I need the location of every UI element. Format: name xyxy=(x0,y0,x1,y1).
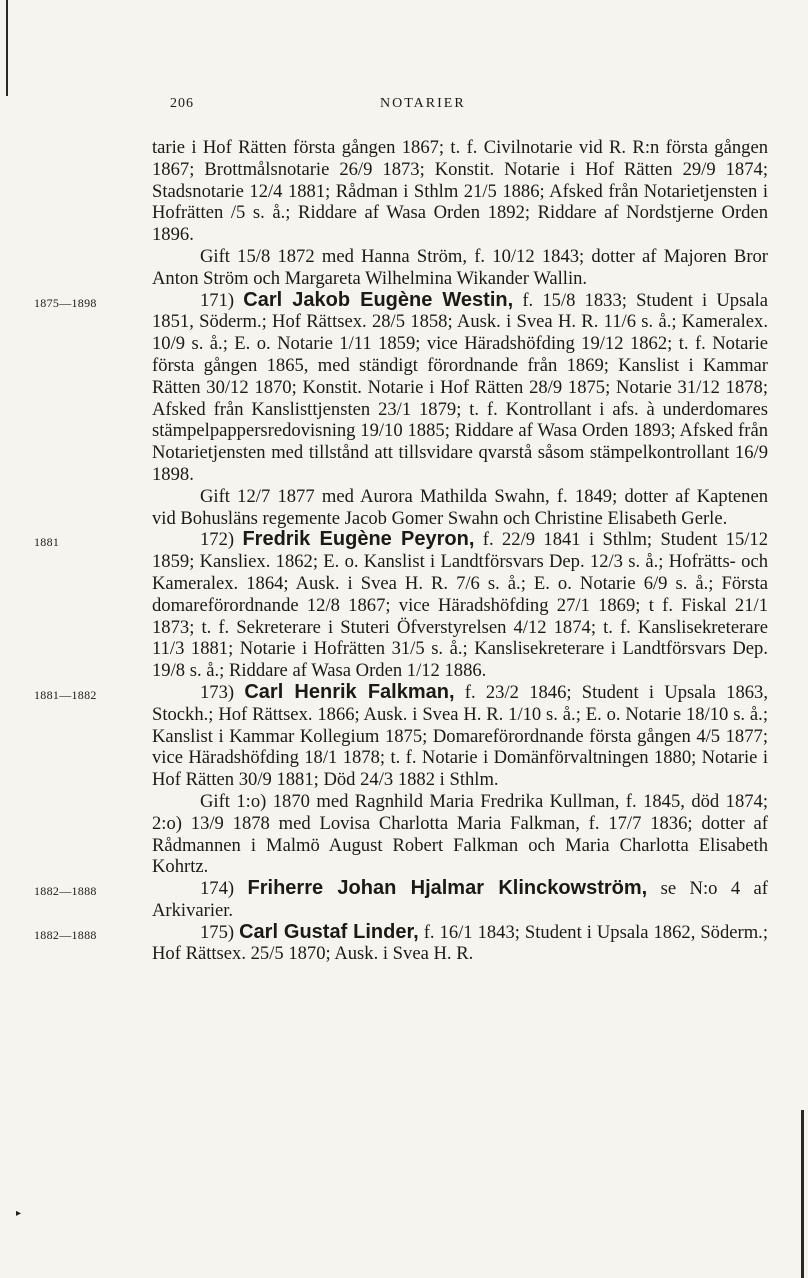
entry-name: Friherre Johan Hjalmar Klinckowström, xyxy=(247,877,648,900)
page-title: NOTARIER xyxy=(380,96,466,111)
entry-dates: 1881—1882 xyxy=(34,687,97,702)
entry-text: f. 23/2 1846; Student i Upsala 1863, Stockh.; Hof Rättsex. 1866; Ausk. i Svea H. R. 1/10 s. å.; E. o. Notarie 18/10 s. å.; Kanslist i Kammar Kollegium 1875; Domareförordnande första gången 4/5 1877; vice Häradshöfding 18/1 1878; t. f. Notarie i Domänförvaltningen 1880; Notarie i Hof Rätten 30/9 1881; Död 24/3 1882 i Sthlm. xyxy=(152,681,769,791)
entry-text: se N:o 4 af Arkivarier. xyxy=(152,878,769,921)
entry-number: 175) xyxy=(200,921,235,943)
entry-name: Carl Jakob Eugène Westin, xyxy=(243,288,514,311)
entry-gift: Gift 1:o) 1870 med Ragnhild Maria Fredrika Kullman, f. 1845, död 1874; 2:o) 13/9 1878 med Lovisa Charlotta Maria Falkman, f. 17/7 1836; dotter af Rådmannen i Malmö August Robert Falkman och Maria Charlotta Elisabeth Kohrtz. xyxy=(152,790,768,878)
entry-name: Carl Gustaf Linder, xyxy=(239,920,419,943)
page-body xyxy=(34,137,769,965)
entry-number: 173) xyxy=(200,681,235,703)
entry-name: Fredrik Eugène Peyron, xyxy=(242,528,475,551)
entry-number: 174) xyxy=(200,878,235,900)
intro-paragraph: tarie i Hof Rätten första gången 1867; t. f. Civilnotarie vid R. R:n första gången 1867; Brottmålsnotarie 26/9 1873; Konstit. Notarie i Hof Rätten 29/9 1874; Stadsnotarie 12/4 1881; Rådman i Sthlm 21/5 1886; Afsked från Notarietjensten i Hofrätten /5 s. å.; Riddare af Wasa Orden 1892; Riddare af Nordstjerne Orden 1896. xyxy=(152,137,768,246)
entry-174 xyxy=(34,877,769,922)
running-head xyxy=(0,96,808,118)
entry-name: Carl Henrik Falkman, xyxy=(244,680,455,703)
entry-dates: 1875—1898 xyxy=(34,295,97,310)
page-marker: ▸ xyxy=(16,1208,22,1219)
entry-173 xyxy=(34,680,769,878)
entry-dates: 1881 xyxy=(34,535,60,550)
entry-gift: Gift 12/7 1877 med Aurora Mathilda Swahn, f. 1849; dotter af Kaptenen vid Bohusläns regemente Jacob Gomer Swahn och Christine Elisabeth Gerle. xyxy=(152,485,768,529)
entry-number: 171) xyxy=(200,289,235,311)
entry-text: f. 16/1 1843; Student i Upsala 1862, Söderm.; Hof Rättsex. 25/5 1870; Ausk. i Svea H. R. xyxy=(152,921,768,965)
scan-edge-left xyxy=(6,0,8,96)
entry-text: f. 15/8 1833; Student i Upsala 1851, Söderm.; Hof Rättsex. 28/5 1858; Ausk. i Svea H. R. 11/6 s. å.; Kameralex. 10/9 s. å.; E. o. Notarie 1/11 1859; vice Häradshöfding 19/12 1862; t. f. Notarie första gången 1865, med ständigt förordnande från 1869; Kanslist i Kammar Rätten 30/12 1870; Konstit. Notarie i Hof Rätten 28/9 1875; Notarie 31/12 1878; Afsked från Kanslisttjensten 23/1 1879; t. f. Kontrollant i afs. à underdomares stämpelpappersredovisning 19/10 1885; Riddare af Wasa Orden 1893; Afsked från Notarietjensten med tillstånd att tillsvidare qvarstå såsom stämpelkontrollant 16/9 1898. xyxy=(152,289,769,485)
entry-dates: 1882—1888 xyxy=(34,884,97,899)
entry-dates: 1882—1888 xyxy=(34,927,97,942)
entry-175 xyxy=(34,920,768,966)
page-number: 206 xyxy=(170,96,194,111)
entry-171 xyxy=(34,288,769,530)
scan-edge-right xyxy=(801,1110,804,1278)
intro-gift-paragraph: Gift 15/8 1872 med Hanna Ström, f. 10/12 1843; dotter af Majoren Bror Anton Ström och Margareta Wilhelmina Wikander Wallin. xyxy=(152,245,768,289)
entry-number: 172) xyxy=(200,529,235,551)
entry-172 xyxy=(34,528,768,682)
entry-text: f. 22/9 1841 i Sthlm; Student 15/12 1859; Kansliex. 1862; E. o. Kanslist i Landtförsvars Dep. 12/3 s. å.; Hofrätts- och Kameralex. 1864; Ausk. i Svea H. R. 7/6 s. å.; E. o. Notarie 6/9 s. å.; Första domareförordnande 12/8 1867; vice Häradshöfding 27/1 1869; t f. Fiskal 21/1 1873; t. f. Sekreterare i Stuteri Öfverstyrelsen 4/12 1874; t. f. Kanslisekreterare 11/3 1881; Notarie i Hofrätten 31/5 s. å.; Kanslisekreterare i Landtförsvars Dep. 19/8 s. å.; Riddare af Wasa Orden 1/12 1886. xyxy=(152,529,768,682)
